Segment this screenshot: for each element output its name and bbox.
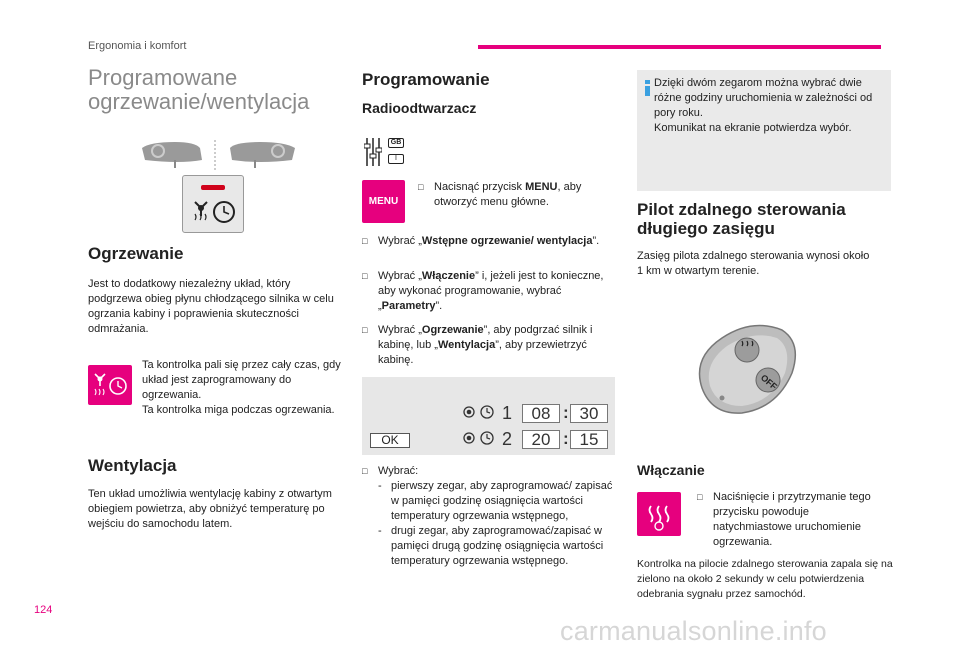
step-select-activation: □ Wybrać „Włączenie” i, jeżeli jest to konieczne, aby wykonać programowanie, wybrać „Parametry”. bbox=[362, 270, 604, 312]
heating-description: Jest to dodatkowy niezależny układ, który podgrzewa obieg płynu chłodzącego silnika w celu ogrzania kabiny i poprawienia skuteczności odmrażania. bbox=[88, 278, 334, 335]
page-title: Programowane ogrzewanie/wentylacja bbox=[88, 65, 310, 114]
activation-heading: Włączanie bbox=[637, 462, 705, 478]
indicator-lamp-red bbox=[201, 185, 225, 190]
timer-1-hours: 08 bbox=[522, 404, 560, 423]
timer-2-index: 2 bbox=[502, 429, 513, 449]
menu-button-icon: MENU bbox=[362, 180, 405, 223]
watermark: carmanualsonline.info bbox=[560, 616, 827, 646]
radio-clock-icon bbox=[463, 430, 495, 446]
step-select-clock: □ Wybrać: - pierwszy zegar, aby zaprogramować/ zapisać w pamięci godzinę osiągnięcia wartości temperatury ogrzewania wstępnego, - drugi zegar, aby zaprogramować/zapisać w pamięci drugą godzinę osiągnięcia wartości temperatury ogrzewania wstępnego. bbox=[362, 464, 620, 569]
remote-lamp-note: Kontrolka na pilocie zdalnego sterowania zapala się na zielono na około 2 sekundy w celu potwierdzenia odebrania sygnału przez samochód. bbox=[637, 558, 893, 600]
bullet-icon: □ bbox=[362, 325, 368, 335]
lamp-text-blinking: Ta kontrolka miga podczas ogrzewania. bbox=[142, 404, 335, 416]
timer-1-index: 1 bbox=[502, 403, 513, 423]
heated-seats-illustration bbox=[140, 138, 300, 172]
step-press-menu: □ Nacisnąć przycisk MENU, aby otworzyć menu główne. bbox=[418, 181, 582, 208]
info-note-text: Dzięki dwóm zegarom można wybrać dwie różne godziny uruchomienia w zależności od pory roku. Komunikat na ekranie potwierdza wybór. bbox=[654, 77, 873, 134]
programming-heading: Programowanie bbox=[362, 70, 490, 89]
info-key-label: I bbox=[388, 154, 404, 164]
bullet-icon: □ bbox=[362, 236, 368, 246]
remote-heading: Pilot zdalnego sterowania długiego zasięgu bbox=[637, 200, 846, 238]
radio-clock-icon bbox=[463, 404, 495, 420]
bullet-icon: □ bbox=[418, 182, 424, 192]
remote-description: Zasięg pilota zdalnego sterowania wynosi około 1 km w otwartym terenie. bbox=[637, 250, 870, 277]
fan-clock-icon bbox=[88, 365, 132, 405]
timer-1-colon: : bbox=[563, 403, 569, 422]
page-number: 124 bbox=[34, 604, 53, 616]
radio-controls-icon bbox=[364, 136, 408, 170]
ok-button: OK bbox=[370, 433, 410, 448]
heat-waves-icon bbox=[637, 492, 681, 536]
ventilation-description: Ten układ umożliwia wentylację kabiny z otwartym obiegiem powietrza, aby obniżyć temperaturę po wejściu do samochodu latem. bbox=[88, 488, 332, 530]
step-hold-button: □ Naciśnięcie i przytrzymanie tego przycisku powoduje natychmiastowe uruchomienie ogrzewania. bbox=[697, 491, 871, 548]
info-note-box bbox=[637, 70, 891, 191]
list-item: - pierwszy zegar, aby zaprogramować/ zapisać w pamięci godzinę osiągnięcia wartości temperatury ogrzewania wstępnego, bbox=[378, 479, 620, 524]
heating-heading: Ogrzewanie bbox=[88, 244, 184, 263]
slider-controls-icon bbox=[364, 136, 382, 168]
timer-1-minutes: 30 bbox=[570, 404, 608, 423]
info-icon bbox=[645, 80, 650, 96]
step-select-mode: □ Wybrać „Ogrzewanie”, aby podgrzać silnik i kabinę, lub „Wentylacja”, aby przewietrzyć kabinę. bbox=[362, 324, 593, 366]
header-accent-bar bbox=[478, 45, 881, 49]
remote-key-fob-illustration bbox=[692, 318, 804, 418]
fan-clock-icon bbox=[191, 198, 237, 228]
bullet-icon: □ bbox=[362, 466, 368, 476]
lamp-description bbox=[142, 358, 342, 418]
ventilation-heading: Wentylacja bbox=[88, 456, 177, 475]
timer-2-hours: 20 bbox=[522, 430, 560, 449]
heating-lamp-icon bbox=[88, 365, 132, 405]
step-select-preheating: □ Wybrać „Wstępne ogrzewanie/ wentylacja”. bbox=[362, 235, 600, 247]
heater-button-panel bbox=[182, 175, 244, 233]
lamp-text-steady: Ta kontrolka pali się przez cały czas, gdy układ jest zaprogramowany do ogrzewania. bbox=[142, 359, 341, 401]
bullet-icon: □ bbox=[697, 492, 703, 502]
timer-screen-illustration bbox=[362, 377, 615, 455]
list-item: - drugi zegar, aby zaprogramować/zapisać w pamięci drugą godzinę osiągnięcia wartości temperatury ogrzewania wstępnego. bbox=[378, 524, 620, 569]
radio-subheading: Radioodtwarzacz bbox=[362, 100, 477, 116]
bullet-icon: □ bbox=[362, 271, 368, 281]
remote-heat-button-icon bbox=[637, 492, 681, 536]
timer-2-colon: : bbox=[563, 429, 569, 448]
gb-label: GB bbox=[388, 138, 404, 148]
section-header: Ergonomia i komfort bbox=[88, 40, 187, 52]
timer-2-minutes: 15 bbox=[570, 430, 608, 449]
clock-options-list bbox=[378, 479, 620, 569]
remote-off-label: OFF bbox=[758, 372, 779, 392]
